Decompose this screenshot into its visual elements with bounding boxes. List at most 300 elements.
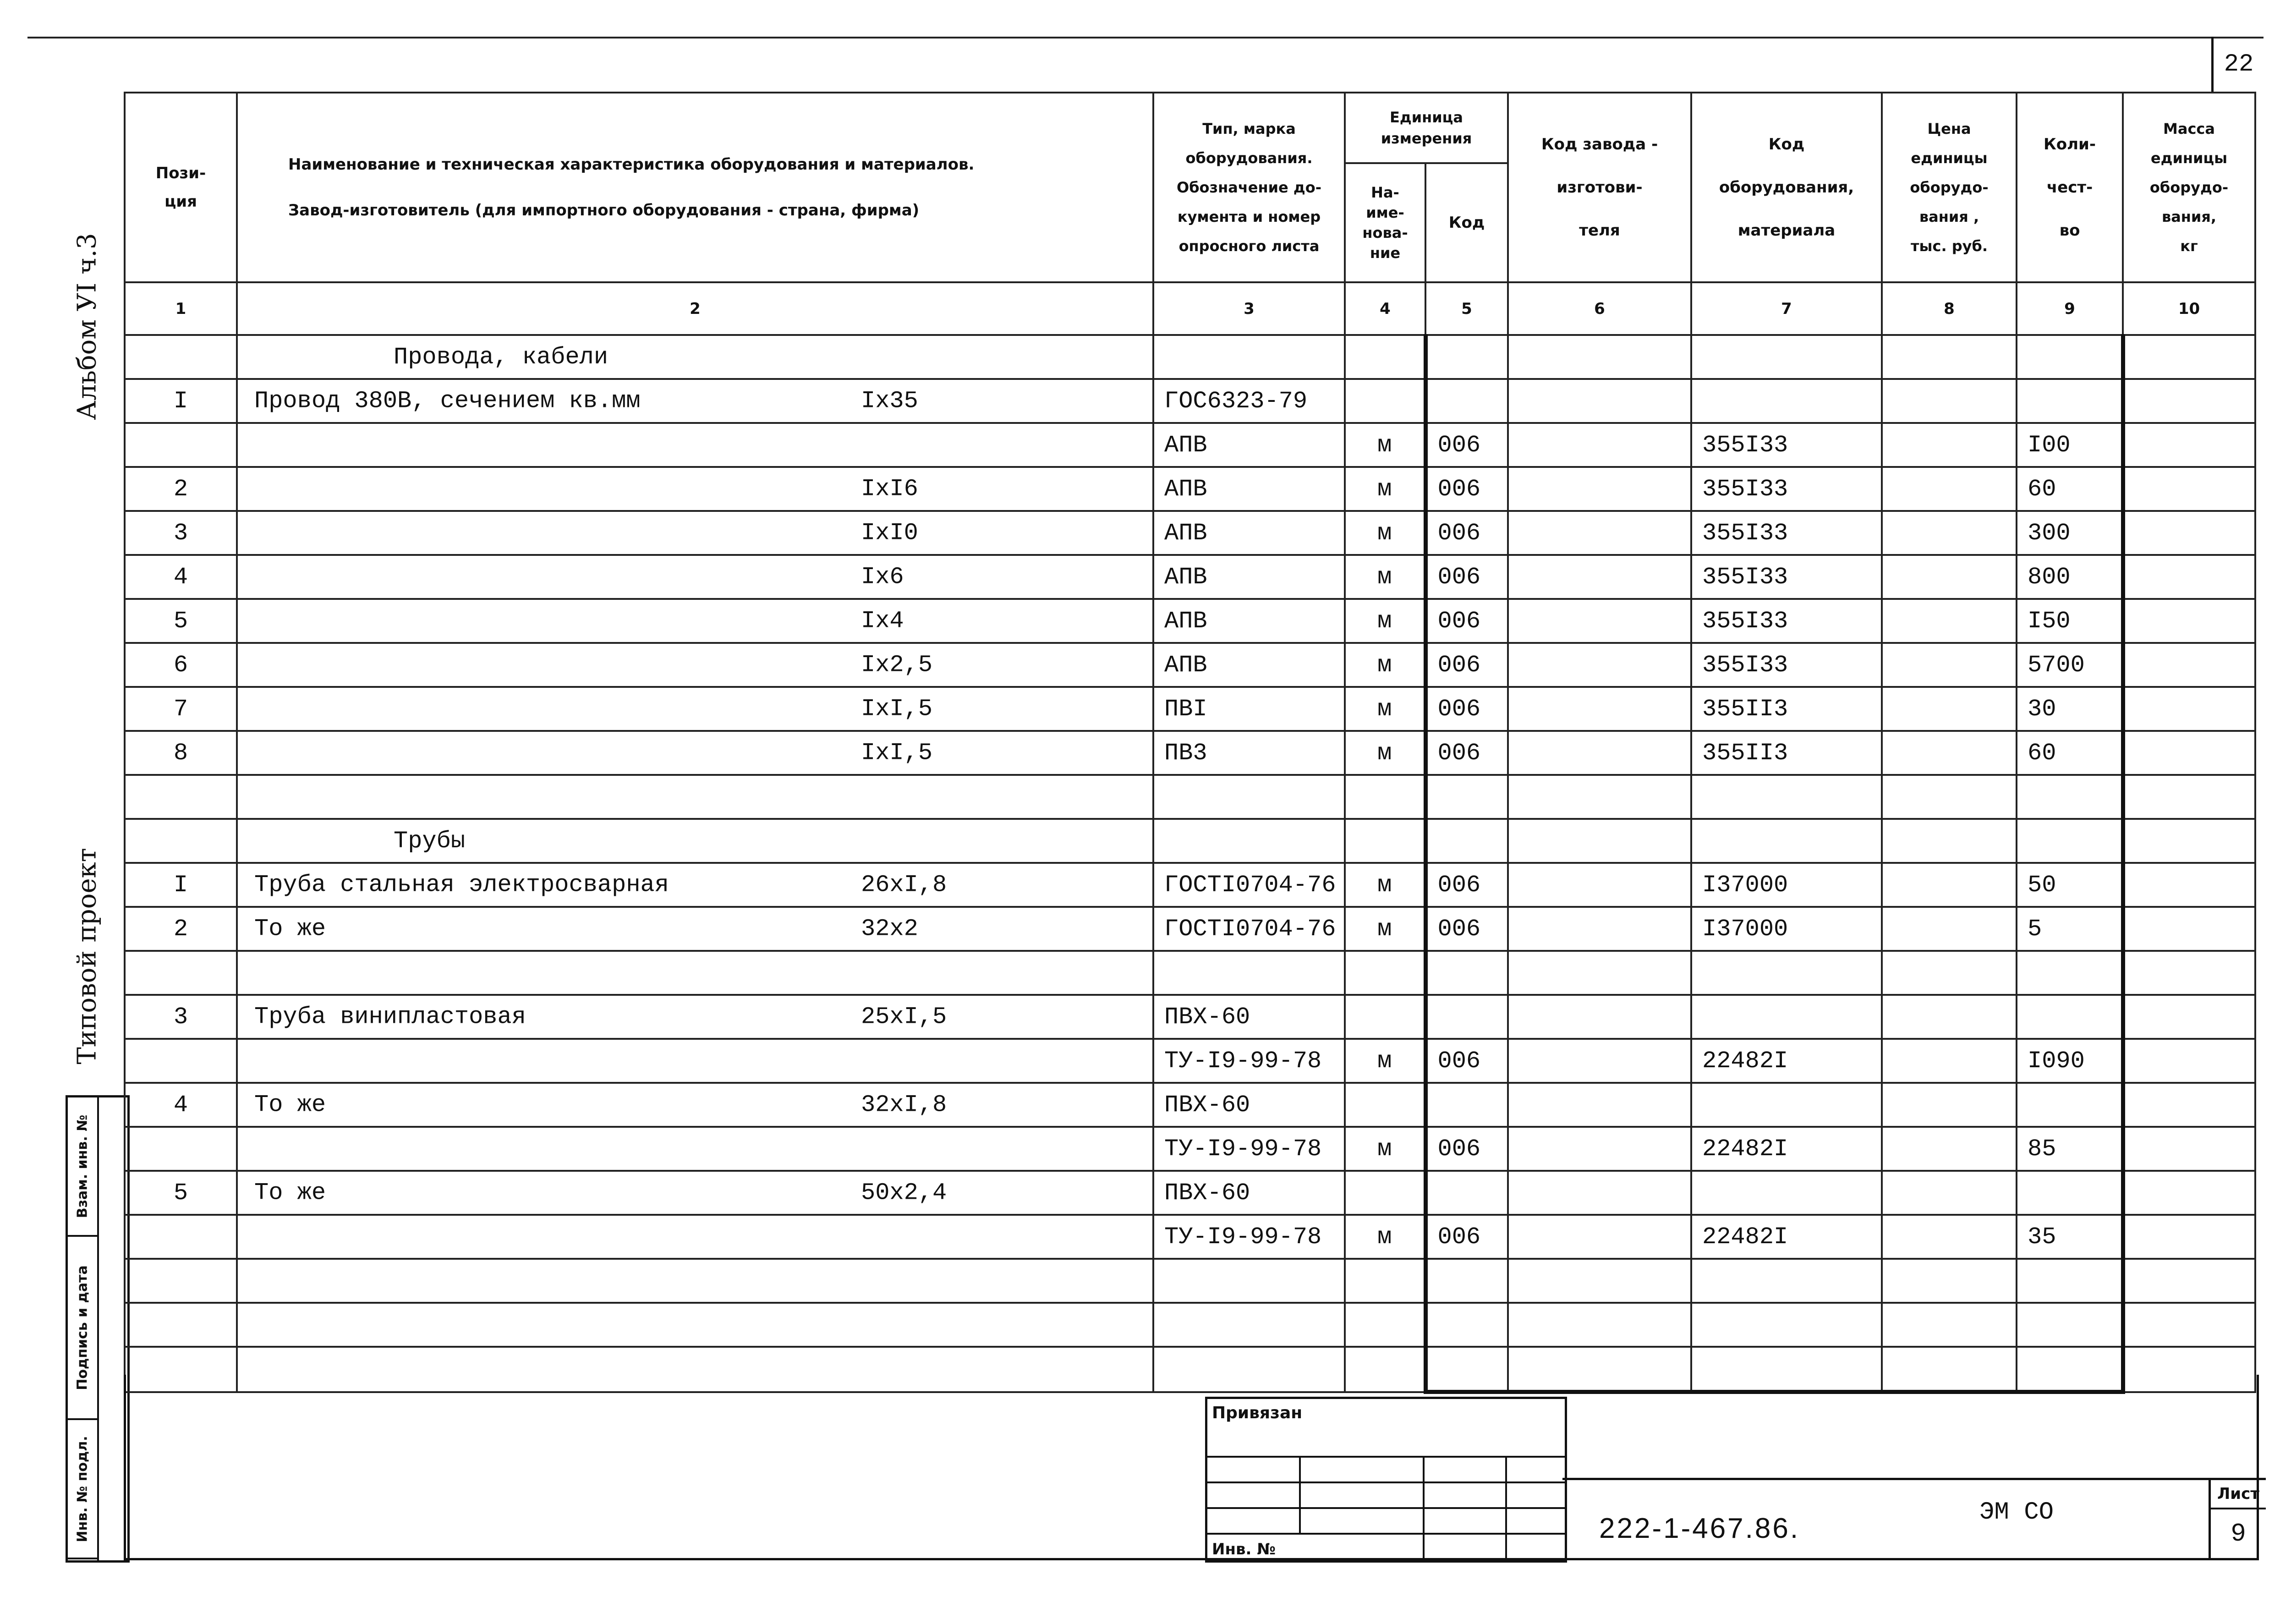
item-size: 25хI,5: [861, 1003, 947, 1031]
table-row: [125, 907, 2255, 951]
cell-position: [125, 1215, 237, 1259]
name-wrap: [238, 468, 1152, 510]
col-number-9: 9: [2017, 282, 2123, 335]
stamp-cell-original-inv: [68, 1420, 97, 1559]
cell-position: 5: [125, 599, 237, 643]
col-number-10: 10: [2123, 282, 2255, 335]
cell-price: [1882, 599, 2017, 643]
cell-material-code: [1691, 1259, 1882, 1303]
item-size: Iх6: [861, 563, 904, 591]
cell-unit: [1345, 995, 1425, 1039]
cell-price: [1882, 467, 2017, 511]
item-size: 32х2: [861, 915, 918, 943]
sheet-label: Лист: [2211, 1480, 2266, 1509]
cell-factory-code: [1508, 1215, 1691, 1259]
cell-position: [125, 1127, 237, 1171]
cell-unit: м: [1345, 423, 1425, 467]
header-unit-name-line1: На-: [1371, 184, 1399, 201]
cell-unit-code: [1425, 1259, 1508, 1303]
cell-material-code: I37000: [1691, 907, 1882, 951]
cell-material-code: [1691, 1083, 1882, 1127]
cell-quantity: 50: [2017, 863, 2123, 907]
header-name-line2: Завод-изготовитель (для импортного оборудования - страна, фирма): [288, 201, 920, 219]
cell-position: 3: [125, 511, 237, 555]
cell-name: [237, 1171, 1153, 1215]
cell-unit-code: [1425, 775, 1508, 819]
cell-type: ГОС6323-79: [1153, 379, 1345, 423]
header-material-code-line3: материала: [1737, 221, 1836, 240]
cell-position: 7: [125, 687, 237, 731]
cell-price: [1882, 1215, 2017, 1259]
table-row: [125, 643, 2255, 687]
cell-name: [237, 643, 1153, 687]
cell-factory-code: [1508, 1259, 1691, 1303]
header-quantity: [2017, 93, 2123, 282]
cell-type: АПВ: [1153, 643, 1345, 687]
header-mass-line4: вания,: [2161, 208, 2217, 225]
item-size: 50х2,4: [861, 1179, 947, 1207]
stamp-cell-signature: [68, 1237, 97, 1420]
cell-name: [237, 555, 1153, 599]
page-number: 22: [2211, 37, 2264, 92]
tied-vline-3: [1505, 1458, 1507, 1560]
cell-price: [1882, 819, 2017, 863]
cell-quantity: [2017, 951, 2123, 995]
cell-price: [1882, 687, 2017, 731]
cell-quantity: I090: [2017, 1039, 2123, 1083]
cell-price: [1882, 1127, 2017, 1171]
cell-quantity: 60: [2017, 467, 2123, 511]
cell-factory-code: [1508, 423, 1691, 467]
tied-vline-2: [1423, 1458, 1425, 1560]
cell-price: [1882, 511, 2017, 555]
cell-price: [1882, 423, 2017, 467]
cell-factory-code: [1508, 687, 1691, 731]
tied-vline-1: [1299, 1458, 1301, 1535]
cell-factory-code: [1508, 731, 1691, 775]
cell-type: ПВХ-60: [1153, 995, 1345, 1039]
header-unit-group-line2: измерения: [1381, 130, 1472, 147]
cell-mass: [2123, 335, 2255, 379]
cell-price: [1882, 1039, 2017, 1083]
cell-material-code: 355I33: [1691, 423, 1882, 467]
name-wrap: [238, 908, 1152, 950]
cell-price: [1882, 775, 2017, 819]
header-name: [237, 93, 1153, 282]
cell-quantity: 30: [2017, 687, 2123, 731]
stamp-label-replacement: Взам. инв. №: [74, 1114, 91, 1218]
cell-unit-code: [1425, 995, 1508, 1039]
name-wrap: [238, 1040, 1152, 1082]
cell-quantity: [2017, 995, 2123, 1039]
cell-unit: м: [1345, 863, 1425, 907]
cell-mass: [2123, 995, 2255, 1039]
cell-unit-code: 006: [1425, 643, 1508, 687]
cell-material-code: I37000: [1691, 863, 1882, 907]
table-row: [125, 379, 2255, 423]
cell-type: АПВ: [1153, 599, 1345, 643]
cell-name: [237, 335, 1153, 379]
cell-type: ПВХ-60: [1153, 1083, 1345, 1127]
cell-factory-code: [1508, 1083, 1691, 1127]
cell-mass: [2123, 907, 2255, 951]
cell-unit-code: [1425, 951, 1508, 995]
cell-quantity: 5: [2017, 907, 2123, 951]
cell-name: [237, 775, 1153, 819]
header-type-line4: кумента и номер: [1177, 208, 1321, 225]
item-size: IхI,5: [861, 739, 933, 767]
col-number-7: 7: [1691, 282, 1882, 335]
cell-unit: м: [1345, 1039, 1425, 1083]
cell-position: 2: [125, 907, 237, 951]
header-factory-code-line2: изготови-: [1557, 178, 1643, 197]
cell-price: [1882, 907, 2017, 951]
cell-unit-code: [1425, 335, 1508, 379]
header-price-line5: тыс. руб.: [1910, 237, 1988, 255]
inv-label: Инв. №: [1212, 1540, 1276, 1558]
table-row: [125, 1171, 2255, 1215]
header-type-line2: оборудования.: [1185, 149, 1313, 167]
tied-line-1: [1207, 1456, 1565, 1458]
cell-price: [1882, 951, 2017, 995]
cell-price: [1882, 995, 2017, 1039]
header-unit-name-line4: ние: [1370, 244, 1401, 262]
cell-position: [125, 423, 237, 467]
cell-unit: [1345, 379, 1425, 423]
header-type-line1: Тип, марка: [1202, 120, 1296, 137]
cell-name: [237, 907, 1153, 951]
cell-type: ТУ-I9-99-78: [1153, 1039, 1345, 1083]
cell-position: [125, 775, 237, 819]
section-row: [125, 335, 2255, 379]
cell-unit-code: 006: [1425, 1039, 1508, 1083]
name-wrap: [238, 864, 1152, 906]
cell-unit-code: 006: [1425, 555, 1508, 599]
title-block-top-line: [1562, 1478, 2209, 1480]
cell-factory-code: [1508, 599, 1691, 643]
name-wrap: [238, 732, 1152, 774]
cell-position: 4: [125, 1083, 237, 1127]
blank-row: [125, 775, 2255, 819]
left-stamp-column: [66, 1095, 130, 1563]
name-wrap: [238, 600, 1152, 642]
cell-mass: [2123, 643, 2255, 687]
header-factory-code-line1: Код завода -: [1541, 135, 1658, 154]
section-title: Провода, кабели: [394, 343, 608, 371]
cell-factory-code: [1508, 995, 1691, 1039]
cell-type: АПВ: [1153, 555, 1345, 599]
cell-type: [1153, 1259, 1345, 1303]
item-size: Iх2,5: [861, 651, 933, 679]
cell-position: 4: [125, 555, 237, 599]
cell-material-code: 22482I: [1691, 1215, 1882, 1259]
cell-position: [125, 1039, 237, 1083]
cell-position: 2: [125, 467, 237, 511]
cell-price: [1882, 1083, 2017, 1127]
cell-name: [237, 687, 1153, 731]
name-wrap: [238, 644, 1152, 686]
cell-position: 8: [125, 731, 237, 775]
cell-unit: м: [1345, 555, 1425, 599]
table-row: [125, 687, 2255, 731]
header-price-line3: оборудо-: [1910, 179, 1989, 196]
cell-type: АПВ: [1153, 511, 1345, 555]
cell-type: [1153, 951, 1345, 995]
blank-row: [125, 951, 2255, 995]
cell-mass: [2123, 599, 2255, 643]
cell-quantity: [2017, 379, 2123, 423]
cell-mass: [2123, 731, 2255, 775]
cell-material-code: [1691, 951, 1882, 995]
cell-unit-code: [1425, 1083, 1508, 1127]
cell-type: ПВI: [1153, 687, 1345, 731]
top-border-line: [27, 37, 2264, 38]
item-name: То же: [254, 1179, 326, 1207]
stamp-cell-replacement: [68, 1097, 97, 1237]
cell-type: ГОСТI0704-76: [1153, 863, 1345, 907]
header-unit-group: [1345, 93, 1508, 163]
cell-material-code: 22482I: [1691, 1039, 1882, 1083]
header-price-line1: Цена: [1927, 120, 1971, 137]
header-factory-code-line3: теля: [1579, 221, 1620, 240]
stamp-label-signature: Подпись и дата: [74, 1265, 91, 1390]
cell-quantity: 800: [2017, 555, 2123, 599]
title-block-frame: [124, 1375, 2259, 1560]
cell-position: [125, 1259, 237, 1303]
cell-factory-code: [1508, 335, 1691, 379]
cell-unit: [1345, 1259, 1425, 1303]
cell-name: [237, 995, 1153, 1039]
cell-material-code: 355I33: [1691, 643, 1882, 687]
sheet-number: 9: [2231, 1519, 2246, 1548]
cell-price: [1882, 643, 2017, 687]
cell-mass: [2123, 1215, 2255, 1259]
cell-position: 6: [125, 643, 237, 687]
cell-unit: [1345, 1303, 1425, 1347]
table-row: [125, 731, 2255, 775]
header-price-line4: вания ,: [1919, 208, 1979, 225]
cell-factory-code: [1508, 643, 1691, 687]
cell-quantity: [2017, 1303, 2123, 1347]
table-row: [125, 863, 2255, 907]
cell-type: [1153, 1303, 1345, 1347]
cell-unit: [1345, 1083, 1425, 1127]
cell-price: [1882, 555, 2017, 599]
cell-price: [1882, 731, 2017, 775]
cell-material-code: 22482I: [1691, 1127, 1882, 1171]
tied-line-4: [1207, 1533, 1565, 1535]
cell-material-code: 355I33: [1691, 555, 1882, 599]
cell-unit: м: [1345, 1215, 1425, 1259]
col-number-3: 3: [1153, 282, 1345, 335]
document-code: 222-1-467.86.: [1599, 1513, 1800, 1544]
cell-material-code: 355I33: [1691, 599, 1882, 643]
cell-name: [237, 511, 1153, 555]
table-row: [125, 1039, 2255, 1083]
cell-mass: [2123, 423, 2255, 467]
sheet-box: [2209, 1478, 2266, 1560]
tied-line-3: [1207, 1507, 1565, 1509]
cell-factory-code: [1508, 1039, 1691, 1083]
cell-unit: м: [1345, 907, 1425, 951]
header-mass-line1: Масса: [2163, 120, 2215, 137]
cell-name: [237, 951, 1153, 995]
cell-unit-code: 006: [1425, 1215, 1508, 1259]
cell-unit-code: 006: [1425, 687, 1508, 731]
cell-quantity: [2017, 1171, 2123, 1215]
cell-unit: [1345, 819, 1425, 863]
table-row: [125, 1127, 2255, 1171]
cell-unit: м: [1345, 599, 1425, 643]
header-material-code: [1691, 93, 1882, 282]
item-size: IхI0: [861, 519, 918, 547]
stamp-split-line: [97, 1097, 99, 1560]
cell-unit: м: [1345, 467, 1425, 511]
header-mass-line3: оборудо-: [2149, 179, 2229, 196]
cell-factory-code: [1508, 379, 1691, 423]
cell-material-code: 355I33: [1691, 511, 1882, 555]
header-quantity-line3: во: [2059, 221, 2080, 240]
cell-type: [1153, 819, 1345, 863]
item-name: Труба винипластовая: [254, 1003, 526, 1031]
header-material-code-line2: оборудования,: [1719, 178, 1854, 197]
cell-quantity: 60: [2017, 731, 2123, 775]
header-position: [125, 93, 237, 282]
table-row: [125, 599, 2255, 643]
header-unit-group-line1: Единица: [1390, 109, 1463, 126]
item-size: 32хI,8: [861, 1091, 947, 1119]
cell-unit-code: 006: [1425, 423, 1508, 467]
cell-unit-code: [1425, 379, 1508, 423]
cell-unit: м: [1345, 643, 1425, 687]
cell-unit-code: 006: [1425, 863, 1508, 907]
cell-type: [1153, 335, 1345, 379]
cell-mass: [2123, 951, 2255, 995]
cell-position: [125, 335, 237, 379]
cell-price: [1882, 335, 2017, 379]
stamp-label-original-inv: Инв. № подл.: [74, 1435, 91, 1542]
cell-position: I: [125, 863, 237, 907]
blank-row: [125, 1303, 2255, 1347]
cell-factory-code: [1508, 907, 1691, 951]
section-title: Трубы: [394, 827, 466, 855]
cell-quantity: 35: [2017, 1215, 2123, 1259]
header-factory-code: [1508, 93, 1691, 282]
cell-unit-code: 006: [1425, 1127, 1508, 1171]
cell-mass: [2123, 511, 2255, 555]
cell-unit-code: 006: [1425, 907, 1508, 951]
item-size: Iх4: [861, 607, 904, 635]
cell-material-code: [1691, 819, 1882, 863]
cell-material-code: [1691, 379, 1882, 423]
cell-mass: [2123, 1259, 2255, 1303]
cell-position: [125, 819, 237, 863]
cell-name: [237, 1303, 1153, 1347]
cell-quantity: [2017, 1259, 2123, 1303]
cell-mass: [2123, 775, 2255, 819]
cell-mass: [2123, 687, 2255, 731]
project-label: Типовой проект: [72, 848, 102, 1064]
header-quantity-line2: чест-: [2046, 178, 2093, 197]
cell-quantity: [2017, 335, 2123, 379]
table-row: [125, 1215, 2255, 1259]
cell-name: [237, 1259, 1153, 1303]
cell-factory-code: [1508, 555, 1691, 599]
cell-unit: м: [1345, 511, 1425, 555]
tied-line-2: [1207, 1481, 1565, 1483]
cell-type: ПВХ-60: [1153, 1171, 1345, 1215]
header-quantity-line1: Коли-: [2044, 135, 2096, 154]
cell-mass: [2123, 1127, 2255, 1171]
cell-unit: м: [1345, 731, 1425, 775]
cell-factory-code: [1508, 1171, 1691, 1215]
cell-type: АПВ: [1153, 467, 1345, 511]
item-name: Провод 380В, сечением кв.мм: [254, 387, 641, 415]
cell-type: ТУ-I9-99-78: [1153, 1215, 1345, 1259]
name-wrap: [238, 1128, 1152, 1170]
cell-unit-code: [1425, 819, 1508, 863]
cell-material-code: [1691, 1171, 1882, 1215]
table-row: [125, 467, 2255, 511]
cell-quantity: I50: [2017, 599, 2123, 643]
cell-name: [237, 599, 1153, 643]
item-name: Труба стальная электросварная: [254, 871, 669, 899]
cell-position: 3: [125, 995, 237, 1039]
cell-quantity: [2017, 1083, 2123, 1127]
table-row: [125, 511, 2255, 555]
cell-price: [1882, 1171, 2017, 1215]
cell-mass: [2123, 819, 2255, 863]
name-wrap: [238, 688, 1152, 730]
cell-quantity: [2017, 775, 2123, 819]
cell-factory-code: [1508, 1127, 1691, 1171]
header-position-line2: ция: [164, 192, 197, 211]
table-row: [125, 423, 2255, 467]
cell-type: ТУ-I9-99-78: [1153, 1127, 1345, 1171]
item-size: IхI6: [861, 475, 918, 503]
cell-material-code: 355II3: [1691, 687, 1882, 731]
cell-name: [237, 1215, 1153, 1259]
cell-quantity: I00: [2017, 423, 2123, 467]
col-number-2: 2: [237, 282, 1153, 335]
cell-mass: [2123, 1083, 2255, 1127]
table-row: [125, 1083, 2255, 1127]
cell-name: [237, 731, 1153, 775]
tied-stamp: [1205, 1397, 1567, 1563]
table-row: [125, 555, 2255, 599]
cell-price: [1882, 863, 2017, 907]
cell-material-code: [1691, 335, 1882, 379]
cell-price: [1882, 1259, 2017, 1303]
cell-unit-code: [1425, 1171, 1508, 1215]
cell-factory-code: [1508, 951, 1691, 995]
cell-factory-code: [1508, 467, 1691, 511]
item-name: То же: [254, 915, 326, 943]
cell-factory-code: [1508, 1303, 1691, 1347]
item-size: Iх35: [861, 387, 918, 415]
item-size: 26хI,8: [861, 871, 947, 899]
cell-factory-code: [1508, 775, 1691, 819]
name-wrap: [238, 1084, 1152, 1126]
cell-material-code: 355II3: [1691, 731, 1882, 775]
cell-unit-code: 006: [1425, 599, 1508, 643]
cell-unit-code: 006: [1425, 467, 1508, 511]
cell-unit: [1345, 775, 1425, 819]
cell-price: [1882, 379, 2017, 423]
cell-quantity: 85: [2017, 1127, 2123, 1171]
header-name-line1: Наименование и техническая характеристика оборудования и материалов.: [288, 155, 975, 174]
name-wrap: [238, 556, 1152, 598]
